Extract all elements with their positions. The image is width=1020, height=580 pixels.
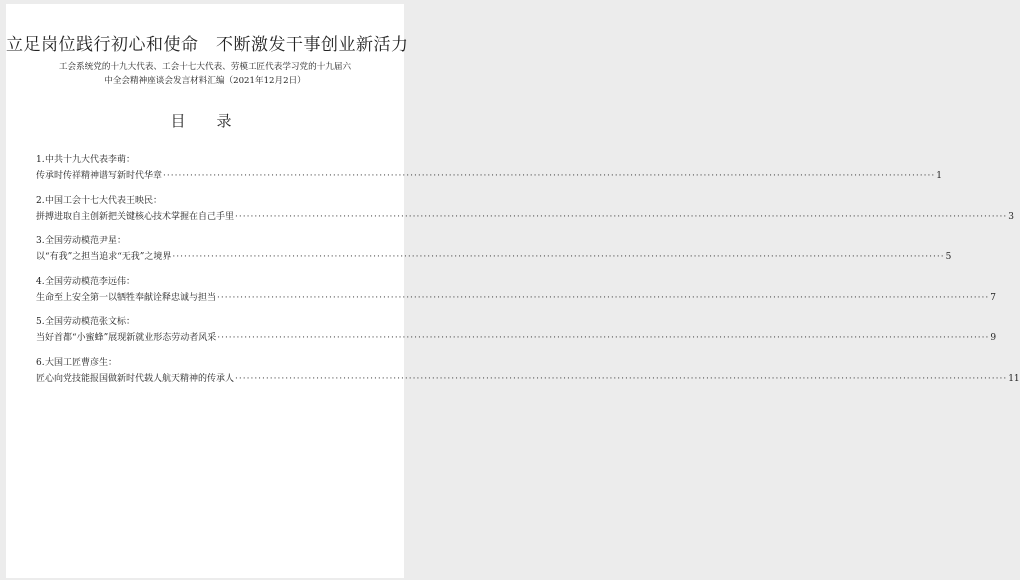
toc-entry-page: 1: [936, 171, 942, 181]
toc-entry-author-name: 全国劳动模范张文标：: [45, 317, 136, 327]
toc-heading: 目 录: [170, 112, 240, 130]
toc-entry-author-name: 全国劳动模范李远伟：: [45, 276, 136, 287]
toc-entry-page: 5: [945, 252, 952, 262]
dot-leader: ········································································································································································································: [163, 171, 936, 181]
toc-entry-title: 拼搏进取自主创新把关键核心技术掌握在自己手里: [36, 211, 235, 222]
toc-entry-author-name: 中国工会十七大代表王映民：: [45, 195, 163, 206]
dot-leader: ········································································································································································································: [235, 211, 1008, 222]
toc-entry: [36, 355, 1020, 387]
toc-entry-title: 当好首都“小蜜蜂”展现新就业形态劳动者风采: [36, 333, 217, 343]
dot-leader: ········································································································································································································: [217, 292, 990, 303]
toc-entry-page: 3: [1008, 211, 1014, 222]
dot-leader: ········································································································································································································: [217, 333, 990, 343]
toc-entry-author-name: 全国劳动模范尹星：: [45, 236, 127, 246]
toc-entry-link[interactable]: [36, 249, 952, 265]
toc-entry-link[interactable]: [36, 371, 1020, 387]
toc-entry-title: 生命至上安全第一以牺牲奉献诠释忠诚与担当: [36, 292, 217, 303]
toc-entry-title: 匠心向党技能报国做新时代载人航天精神的传承人: [36, 373, 235, 384]
toc-entry-number: 2.: [36, 195, 45, 206]
toc-entry: [36, 233, 952, 265]
toc-entry-link[interactable]: [36, 330, 997, 346]
toc-entry-link[interactable]: [36, 168, 942, 184]
toc-entry-page: 7: [990, 292, 996, 303]
toc-entry-author: [36, 274, 380, 290]
dot-leader: ········································································································································································································: [172, 252, 945, 262]
toc-entry: [36, 193, 1014, 225]
toc-entry-number: 5.: [36, 317, 45, 327]
toc-entry-author-name: 大国工匠曹彦生：: [45, 357, 118, 368]
toc-entry-number: 1.: [36, 155, 45, 165]
toc-entry-author: [36, 233, 380, 249]
toc-entry-title: 传承时传祥精神谱写新时代华章: [36, 171, 163, 181]
toc-entry-author: [36, 193, 380, 209]
document-page: [6, 4, 1020, 578]
toc-entry-author: [36, 314, 380, 330]
toc-entry-author: [36, 355, 380, 371]
toc-entry-number: 3.: [36, 236, 45, 246]
document-subtitle-line-2: 中全会精神座谈会发言材料汇编（2021年12月2日）: [104, 76, 306, 86]
toc-entry-number: 4.: [36, 276, 45, 287]
toc-entry: [36, 274, 996, 306]
toc-entry-title: 以“有我”之担当追求“无我”之境界: [36, 252, 172, 262]
toc-entry-author: [36, 152, 380, 168]
table-of-contents: [36, 152, 1020, 395]
toc-entry-link[interactable]: [36, 290, 996, 306]
toc-entry-number: 6.: [36, 357, 45, 368]
toc-entry-author-name: 中共十九大代表李萌：: [45, 155, 136, 165]
toc-entry-page: 9: [990, 333, 997, 343]
document-subtitle-line-1: 工会系统党的十九大代表、工会十七大代表、劳模工匠代表学习党的十九届六: [58, 62, 352, 72]
toc-entry: [36, 152, 942, 184]
toc-entry-link[interactable]: [36, 209, 1014, 225]
toc-entry: [36, 314, 997, 346]
toc-entry-page: 11: [1008, 373, 1020, 384]
document-title: 立足岗位践行初心和使命 不断激发干事创业新活力: [6, 35, 409, 55]
dot-leader: ········································································································································································································: [235, 373, 1008, 384]
